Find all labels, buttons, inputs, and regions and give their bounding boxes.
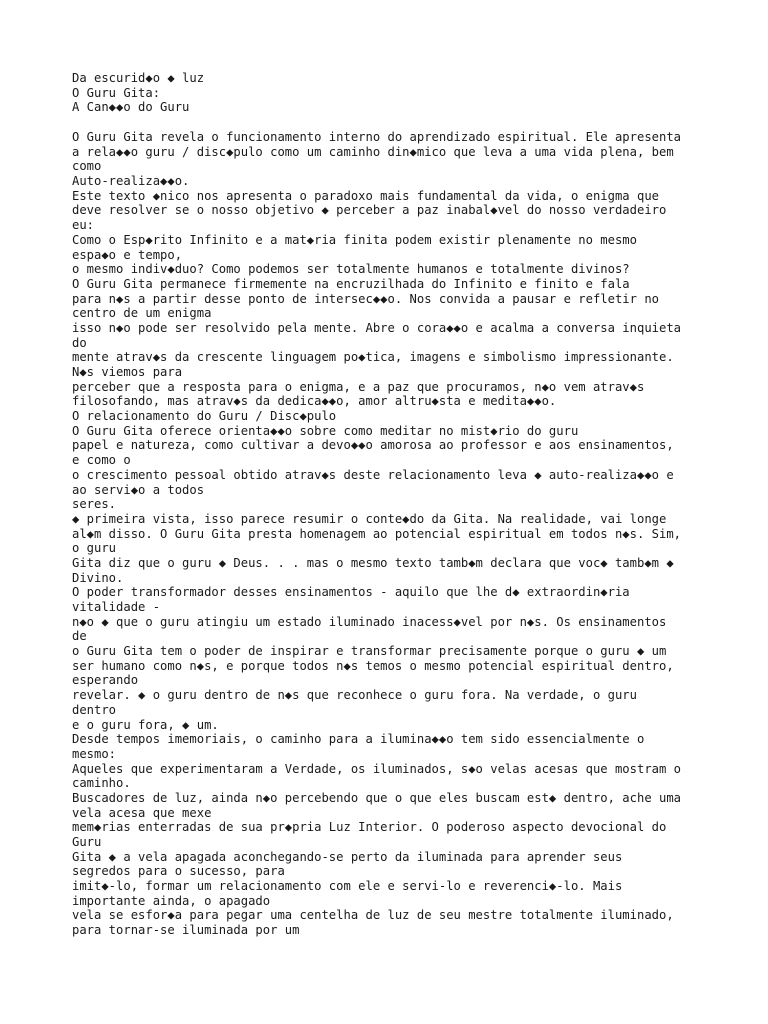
text-line: Divino. (72, 570, 124, 585)
text-line: filosofando, mas atrav◆s da dedica◆◆o, amor altru◆sta e medita◆◆o. (72, 394, 557, 409)
header-line: A Can◆◆o do Guru (72, 100, 190, 115)
text-line: Desde tempos imemoriais, o caminho para a ilumina◆◆o tem sido essencialmente o (72, 732, 645, 747)
text-line: espa◆o e tempo, (72, 247, 183, 262)
text-line: mem◆rias enterradas de sua pr◆pria Luz Interior. O poderoso aspecto devocional do (72, 820, 667, 835)
text-line: Aqueles que experimentaram a Verdade, os iluminados, s◆o velas acesas que mostram o (72, 761, 682, 776)
text-line: seres. (72, 497, 117, 512)
text-line: vitalidade - (72, 600, 161, 614)
text-line: papel e natureza, como cultivar a devo◆◆o amorosa ao professor e aos ensinamentos, (72, 438, 674, 453)
text-line: centro de um enigma (72, 306, 212, 321)
text-line: Guru (72, 835, 102, 849)
text-line: Como o Esp◆rito Infinito e a mat◆ria finita podem existir plenamente no mesmo (72, 232, 637, 247)
text-line: vela acesa que mexe (72, 805, 212, 820)
text-line: perceber que a resposta para o enigma, e a paz que procuramos, n◆o vem atrav◆s (72, 379, 645, 394)
document-header (72, 71, 732, 115)
text-line: mente atrav◆s da crescente linguagem po◆tica, imagens e simbolismo impressionante. (72, 350, 674, 365)
text-line: n◆o ◆ que o guru atingiu um estado iluminado inacess◆vel por n◆s. Os ensinamentos (72, 614, 667, 629)
text-line: Gita ◆ a vela apagada aconchegando-se perto da iluminada para aprender seus (72, 849, 623, 864)
text-line: caminho. (72, 776, 131, 791)
text-line: e como o (72, 453, 131, 468)
header-line: Da escurid◆o ◆ luz (72, 71, 205, 85)
text-line: ao servi◆o a todos (72, 482, 205, 497)
text-line: a rela◆◆o guru / disc◆pulo como um caminho din◆mico que leva a uma vida plena, bem (72, 144, 674, 159)
text-line: O relacionamento do Guru / Disc◆pulo (72, 409, 337, 424)
text-line: para n◆s a partir desse ponto de intersec◆◆o. Nos convida a pausar e refletir no (72, 291, 659, 306)
text-line: o mesmo indiv◆duo? Como podemos ser totalmente humanos e totalmente divinos? (72, 262, 630, 277)
text-line: N◆s viemos para (72, 365, 183, 379)
text-line: O Guru Gita revela o funcionamento interno do aprendizado espiritual. Ele apresenta (72, 130, 682, 144)
document-body (72, 130, 732, 938)
text-line: O poder transformador desses ensinamentos - aquilo que lhe d◆ extraordin◆ria (72, 585, 630, 600)
text-line: O Guru Gita oferece orienta◆◆o sobre como meditar no mist◆rio do guru (72, 423, 579, 438)
text-line: esperando (72, 673, 139, 688)
text-line: ser humano como n◆s, e porque todos n◆s temos o mesmo potencial espiritual dentro, (72, 658, 674, 673)
text-line: isso n◆o pode ser resolvido pela mente. Abre o cora◆◆o e acalma a conversa inquieta (72, 320, 682, 335)
text-line: o Guru Gita tem o poder de inspirar e transformar precisamente porque o guru ◆ um (72, 644, 667, 659)
text-line: Este texto ◆nico nos apresenta o paradoxo mais fundamental da vida, o enigma que (72, 188, 659, 203)
text-line: para tornar-se iluminada por um (72, 923, 300, 938)
text-line: do (72, 335, 87, 350)
text-line: o crescimento pessoal obtido atrav◆s deste relacionamento leva ◆ auto-realiza◆◆o e (72, 467, 674, 482)
header-line: O Guru Gita: (72, 85, 161, 100)
text-line: o guru (72, 541, 117, 556)
text-line: como (72, 159, 102, 174)
text-line: segredos para o sucesso, para (72, 864, 285, 879)
text-line: eu: (72, 218, 95, 233)
text-line: importante ainda, o apagado (72, 893, 271, 908)
text-line: dentro (72, 702, 117, 717)
text-line: Auto-realiza◆◆o. (72, 174, 190, 189)
text-line: Buscadores de luz, ainda n◆o percebendo que o que eles buscam est◆ dentro, ache uma (72, 790, 682, 805)
text-line: e o guru fora, ◆ um. (72, 717, 219, 732)
text-line: de (72, 629, 87, 644)
text-line: mesmo: (72, 746, 117, 761)
text-line: imit◆-lo, formar um relacionamento com ele e servi-lo e reverenci◆-lo. Mais (72, 879, 623, 894)
text-line: vela se esfor◆a para pegar uma centelha de luz de seu mestre totalmente iluminado, (72, 908, 674, 923)
text-line: ◆ primeira vista, isso parece resumir o conte◆do da Gita. Na realidade, vai longe (72, 511, 667, 526)
text-line: O Guru Gita permanece firmemente na encruzilhada do Infinito e finito e fala (72, 276, 630, 291)
text-line: Gita diz que o guru ◆ Deus. . . mas o mesmo texto tamb◆m declara que voc◆ tamb◆m ◆ (72, 555, 674, 570)
text-line: al◆m disso. O Guru Gita presta homenagem ao potencial espiritual em todos n◆s. Sim, (72, 526, 682, 541)
text-line: deve resolver se o nosso objetivo ◆ perceber a paz inabal◆vel do nosso verdadeiro (72, 203, 667, 218)
text-line: revelar. ◆ o guru dentro de n◆s que reconhece o guru fora. Na verdade, o guru (72, 688, 637, 703)
